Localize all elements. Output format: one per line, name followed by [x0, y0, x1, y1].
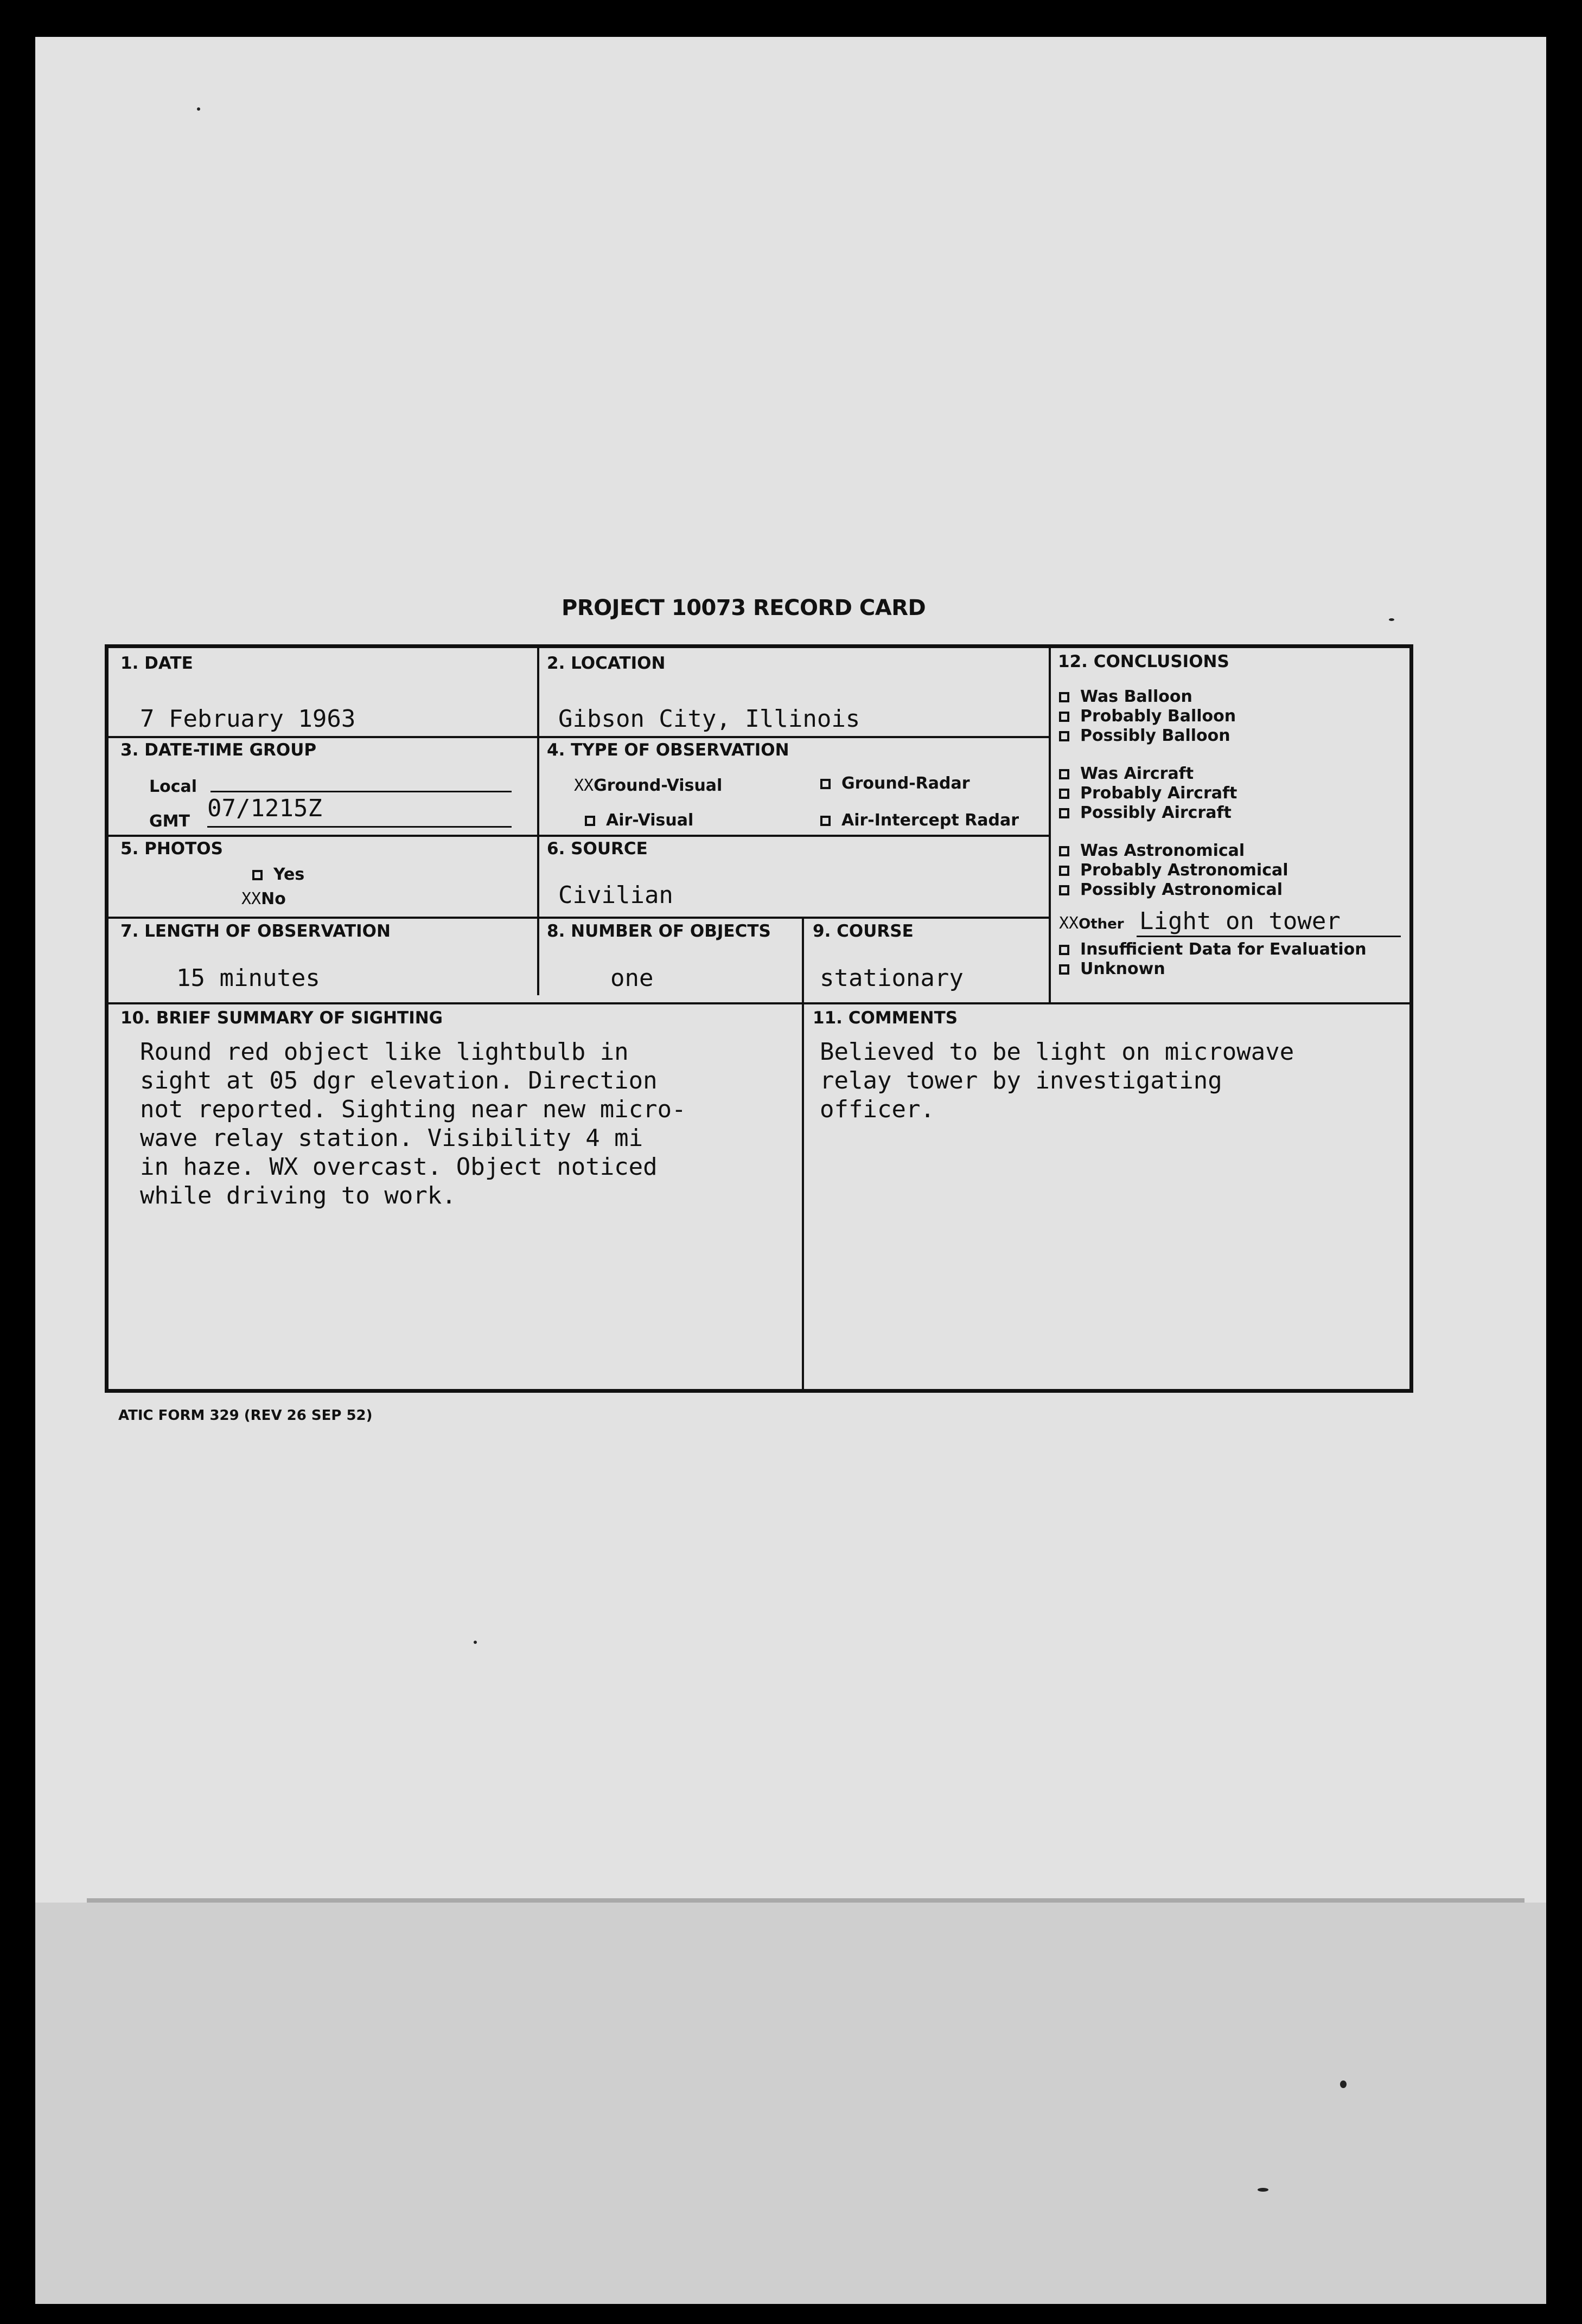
- course-value: stationary: [820, 964, 964, 992]
- checkbox-possibly-balloon: [1059, 731, 1069, 741]
- gmt-value: 07/1215Z: [207, 795, 322, 822]
- probably-aircraft-label: Probably Aircraft: [1080, 784, 1237, 803]
- photos-no-option: [241, 889, 286, 908]
- air-visual-checkbox: [585, 816, 595, 826]
- speck: [1389, 618, 1394, 621]
- air-visual-label: Air-Visual: [606, 811, 694, 830]
- conclusions-label: 12. CONCLUSIONS: [1058, 652, 1229, 671]
- location-value: Gibson City, Illinois: [558, 705, 860, 733]
- insufficient-data-label: Insufficient Data for Evaluation: [1080, 940, 1367, 959]
- checkbox-unknown: [1059, 964, 1069, 975]
- conclusion-probably-balloon: [1059, 707, 1236, 726]
- photos-yes-label: Yes: [273, 865, 305, 884]
- card-title: PROJECT 10073 RECORD CARD: [562, 596, 926, 620]
- air-intercept-radar-option: [820, 811, 1019, 830]
- speck: [197, 107, 200, 111]
- checkbox-probably-astronomical: [1059, 866, 1069, 876]
- was-astronomical-label: Was Astronomical: [1080, 841, 1245, 860]
- checkbox-was-balloon: [1059, 692, 1069, 702]
- length-label: 7. LENGTH OF OBSERVATION: [120, 921, 391, 941]
- other-value: Light on tower: [1139, 907, 1341, 935]
- source-value: Civilian: [558, 881, 673, 909]
- divider-row-1b: [537, 736, 1051, 738]
- speck: [1340, 2080, 1347, 2088]
- speck: [1258, 2188, 1268, 2192]
- conclusion-other: [1059, 914, 1124, 933]
- form-number: ATIC FORM 329 (REV 26 SEP 52): [118, 1407, 373, 1424]
- checkbox-insufficient-data: [1059, 945, 1069, 955]
- conclusion-probably-astronomical: [1059, 861, 1288, 880]
- location-label: 2. LOCATION: [547, 654, 666, 673]
- divider-col-2: [802, 917, 804, 1393]
- divider-row-4: [109, 1002, 1409, 1004]
- air-intercept-radar-label: Air-Intercept Radar: [841, 811, 1019, 830]
- possibly-astronomical-label: Possibly Astronomical: [1080, 880, 1283, 899]
- checkbox-probably-balloon: [1059, 712, 1069, 722]
- possibly-aircraft-label: Possibly Aircraft: [1080, 803, 1232, 822]
- number-of-objects-value: one: [610, 964, 654, 992]
- conclusion-was-aircraft: [1059, 764, 1194, 783]
- ground-radar-option: [820, 774, 970, 793]
- comments-label: 11. COMMENTS: [813, 1008, 958, 1028]
- divider-row-3: [109, 917, 1051, 919]
- conclusion-insufficient-data: [1059, 940, 1367, 959]
- record-card: [105, 644, 1413, 1393]
- was-balloon-label: Was Balloon: [1080, 687, 1192, 706]
- divider-col-3: [1049, 648, 1051, 1002]
- was-aircraft-label: Was Aircraft: [1080, 764, 1194, 783]
- divider-row-2: [109, 835, 1051, 837]
- comments-text: Believed to be light on microwave relay tower by investigating officer.: [820, 1038, 1294, 1123]
- local-line: [210, 791, 512, 792]
- checkbox-was-astronomical: [1059, 846, 1069, 856]
- date-time-group-label: 3. DATE-TIME GROUP: [120, 740, 317, 760]
- speck: [474, 1641, 477, 1644]
- checkbox-possibly-astronomical: [1059, 885, 1069, 895]
- probably-astronomical-label: Probably Astronomical: [1080, 861, 1288, 880]
- conclusion-possibly-aircraft: [1059, 803, 1232, 822]
- unknown-label: Unknown: [1080, 959, 1165, 978]
- other-label: Other: [1079, 916, 1124, 932]
- summary-text: Round red object like lightbulb in sight at 05 dgr elevation. Direction not reported. Sighting near new micro- wave relay station. Visibility 4 mi in haze. WX overcast. Object noticed while driving to work.: [140, 1038, 686, 1209]
- conclusion-unknown: [1059, 959, 1165, 978]
- air-visual-option: [585, 811, 693, 830]
- conclusion-was-balloon: [1059, 687, 1192, 706]
- lower-backing: [35, 1903, 1546, 2304]
- ground-visual-option: [574, 776, 722, 795]
- photos-no-mark: XX: [241, 889, 261, 908]
- checkbox-possibly-aircraft: [1059, 808, 1069, 818]
- local-label: Local: [149, 777, 197, 796]
- photos-yes-checkbox: [252, 870, 263, 880]
- ground-visual-mark: XX: [574, 776, 594, 795]
- gmt-line: [207, 826, 512, 828]
- conclusion-was-astronomical: [1059, 841, 1245, 860]
- conclusion-possibly-balloon: [1059, 726, 1230, 745]
- other-line: [1137, 936, 1401, 937]
- course-label: 9. COURSE: [813, 921, 914, 941]
- divider-row-1: [109, 736, 539, 738]
- conclusion-probably-aircraft: [1059, 784, 1237, 803]
- date-label: 1. DATE: [120, 654, 193, 673]
- conclusion-possibly-astronomical: [1059, 880, 1283, 899]
- summary-label: 10. BRIEF SUMMARY OF SIGHTING: [120, 1008, 443, 1028]
- air-intercept-radar-checkbox: [820, 816, 831, 826]
- photos-no-label: No: [261, 889, 286, 908]
- ground-visual-label: Ground-Visual: [594, 776, 723, 795]
- gmt-label: GMT: [149, 812, 190, 831]
- source-label: 6. SOURCE: [547, 839, 648, 859]
- checkbox-was-aircraft: [1059, 769, 1069, 779]
- other-mark: XX: [1059, 914, 1079, 933]
- ground-radar-checkbox: [820, 779, 831, 789]
- type-of-observation-label: 4. TYPE OF OBSERVATION: [547, 740, 789, 760]
- checkbox-probably-aircraft: [1059, 789, 1069, 799]
- ground-radar-label: Ground-Radar: [841, 774, 970, 793]
- divider-col-1: [537, 648, 539, 995]
- probably-balloon-label: Probably Balloon: [1080, 707, 1236, 726]
- photos-yes-option: [252, 865, 304, 884]
- date-value: 7 February 1963: [140, 705, 356, 733]
- length-value: 15 minutes: [176, 964, 320, 992]
- possibly-balloon-label: Possibly Balloon: [1080, 726, 1230, 745]
- photos-label: 5. PHOTOS: [120, 839, 223, 859]
- number-of-objects-label: 8. NUMBER OF OBJECTS: [547, 921, 771, 941]
